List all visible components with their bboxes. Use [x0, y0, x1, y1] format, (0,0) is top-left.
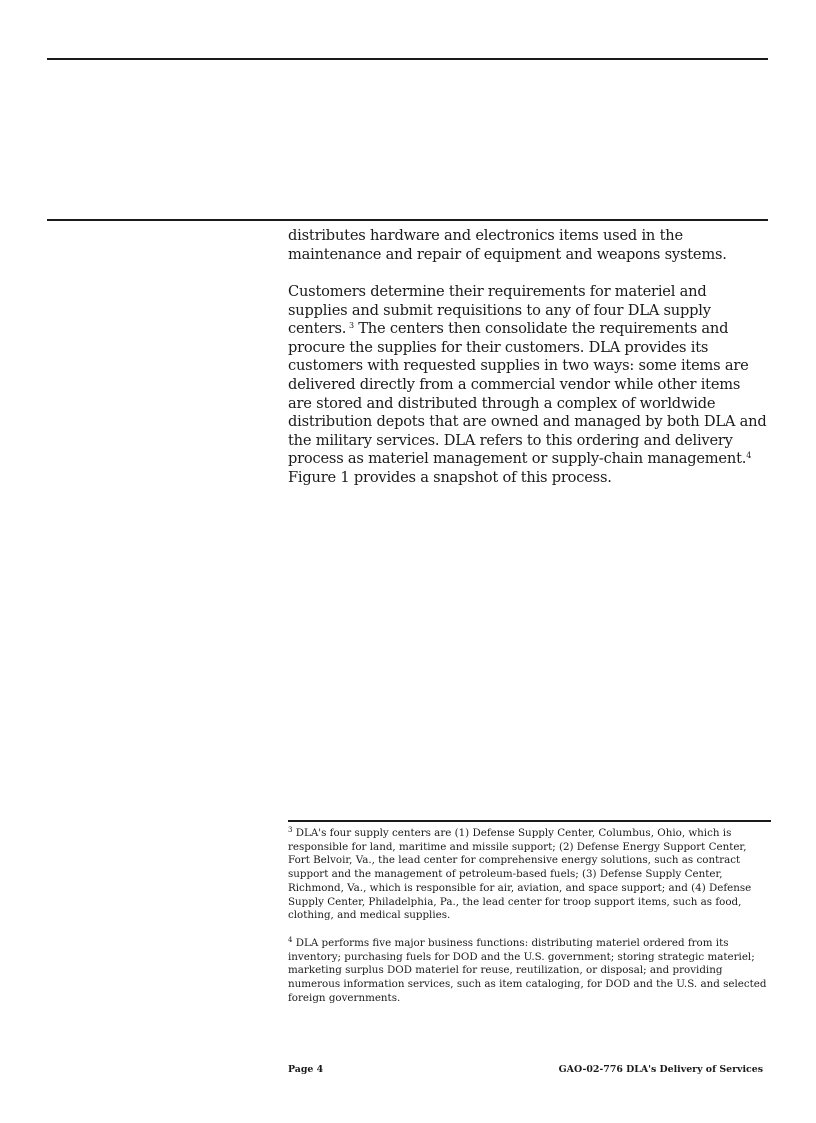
body-paragraph-2 — [288, 283, 768, 488]
paragraph-2-text-a: Customers determine their requirements for materiel and supplies and submit requisitions to any of four DLA supply centers. — [288, 283, 711, 338]
body-paragraph-1 — [288, 227, 768, 264]
footnote-3-marker: 3 — [288, 826, 293, 834]
section-rule — [47, 219, 768, 221]
footnote-3-text: DLA's four supply centers are (1) Defense Supply Center, Columbus, Ohio, which is responsible for land, maritime and missile support; (2) Defense Energy Support Center, Fort Belvoir, Va., the lead center for comprehensive energy solutions, such as contract support and the management of petroleum-based fuels; (3) Defense Supply Center, Richmond, Va., which is responsible for air, aviation, and space support; and (4) Defense Supply Center, Philadelphia, Pa., the lead center for troop support items, such as food, clothing, and medical supplies. — [288, 827, 752, 922]
header-rule — [47, 58, 768, 60]
paragraph-1-text: distributes hardware and electronics items used in the maintenance and repair of equipment and weapons systems. — [288, 227, 727, 263]
footnote-4-marker: 4 — [288, 936, 293, 944]
footnote-ref-3[interactable]: 3 — [348, 321, 354, 331]
footnote-ref-4[interactable]: 4 — [746, 451, 752, 461]
footnote-4 — [288, 937, 768, 1006]
paragraph-2-text-b: The centers then consolidate the requirements and procure the supplies for their customers. DLA provides its customers with requested supplies in two ways: some items are delivered directly from a commercial vendor while other items are stored and distributed through a complex of worldwide distribution depots that are owned and managed by both DLA and the military services. DLA refers to this ordering and delivery process as materiel management or supply-chain management. — [288, 320, 767, 468]
page-number: Page 4 — [288, 1064, 324, 1075]
footnote-3 — [288, 827, 768, 923]
footnote-4-text: DLA performs five major business functions: distributing materiel ordered from its inventory; purchasing fuels for DOD and the U.S. government; storing strategic materiel; marketing surplus DOD materiel for reuse, reutilization, or disposal; and providing numerous information services, such as item cataloging, for DOD and the U.S. and selected foreign governments. — [288, 937, 767, 1004]
report-title: GAO-02-776 DLA's Delivery of Services — [558, 1064, 763, 1075]
footnote-separator — [288, 820, 771, 822]
paragraph-2-text-c: Figure 1 provides a snapshot of this process. — [288, 468, 612, 486]
